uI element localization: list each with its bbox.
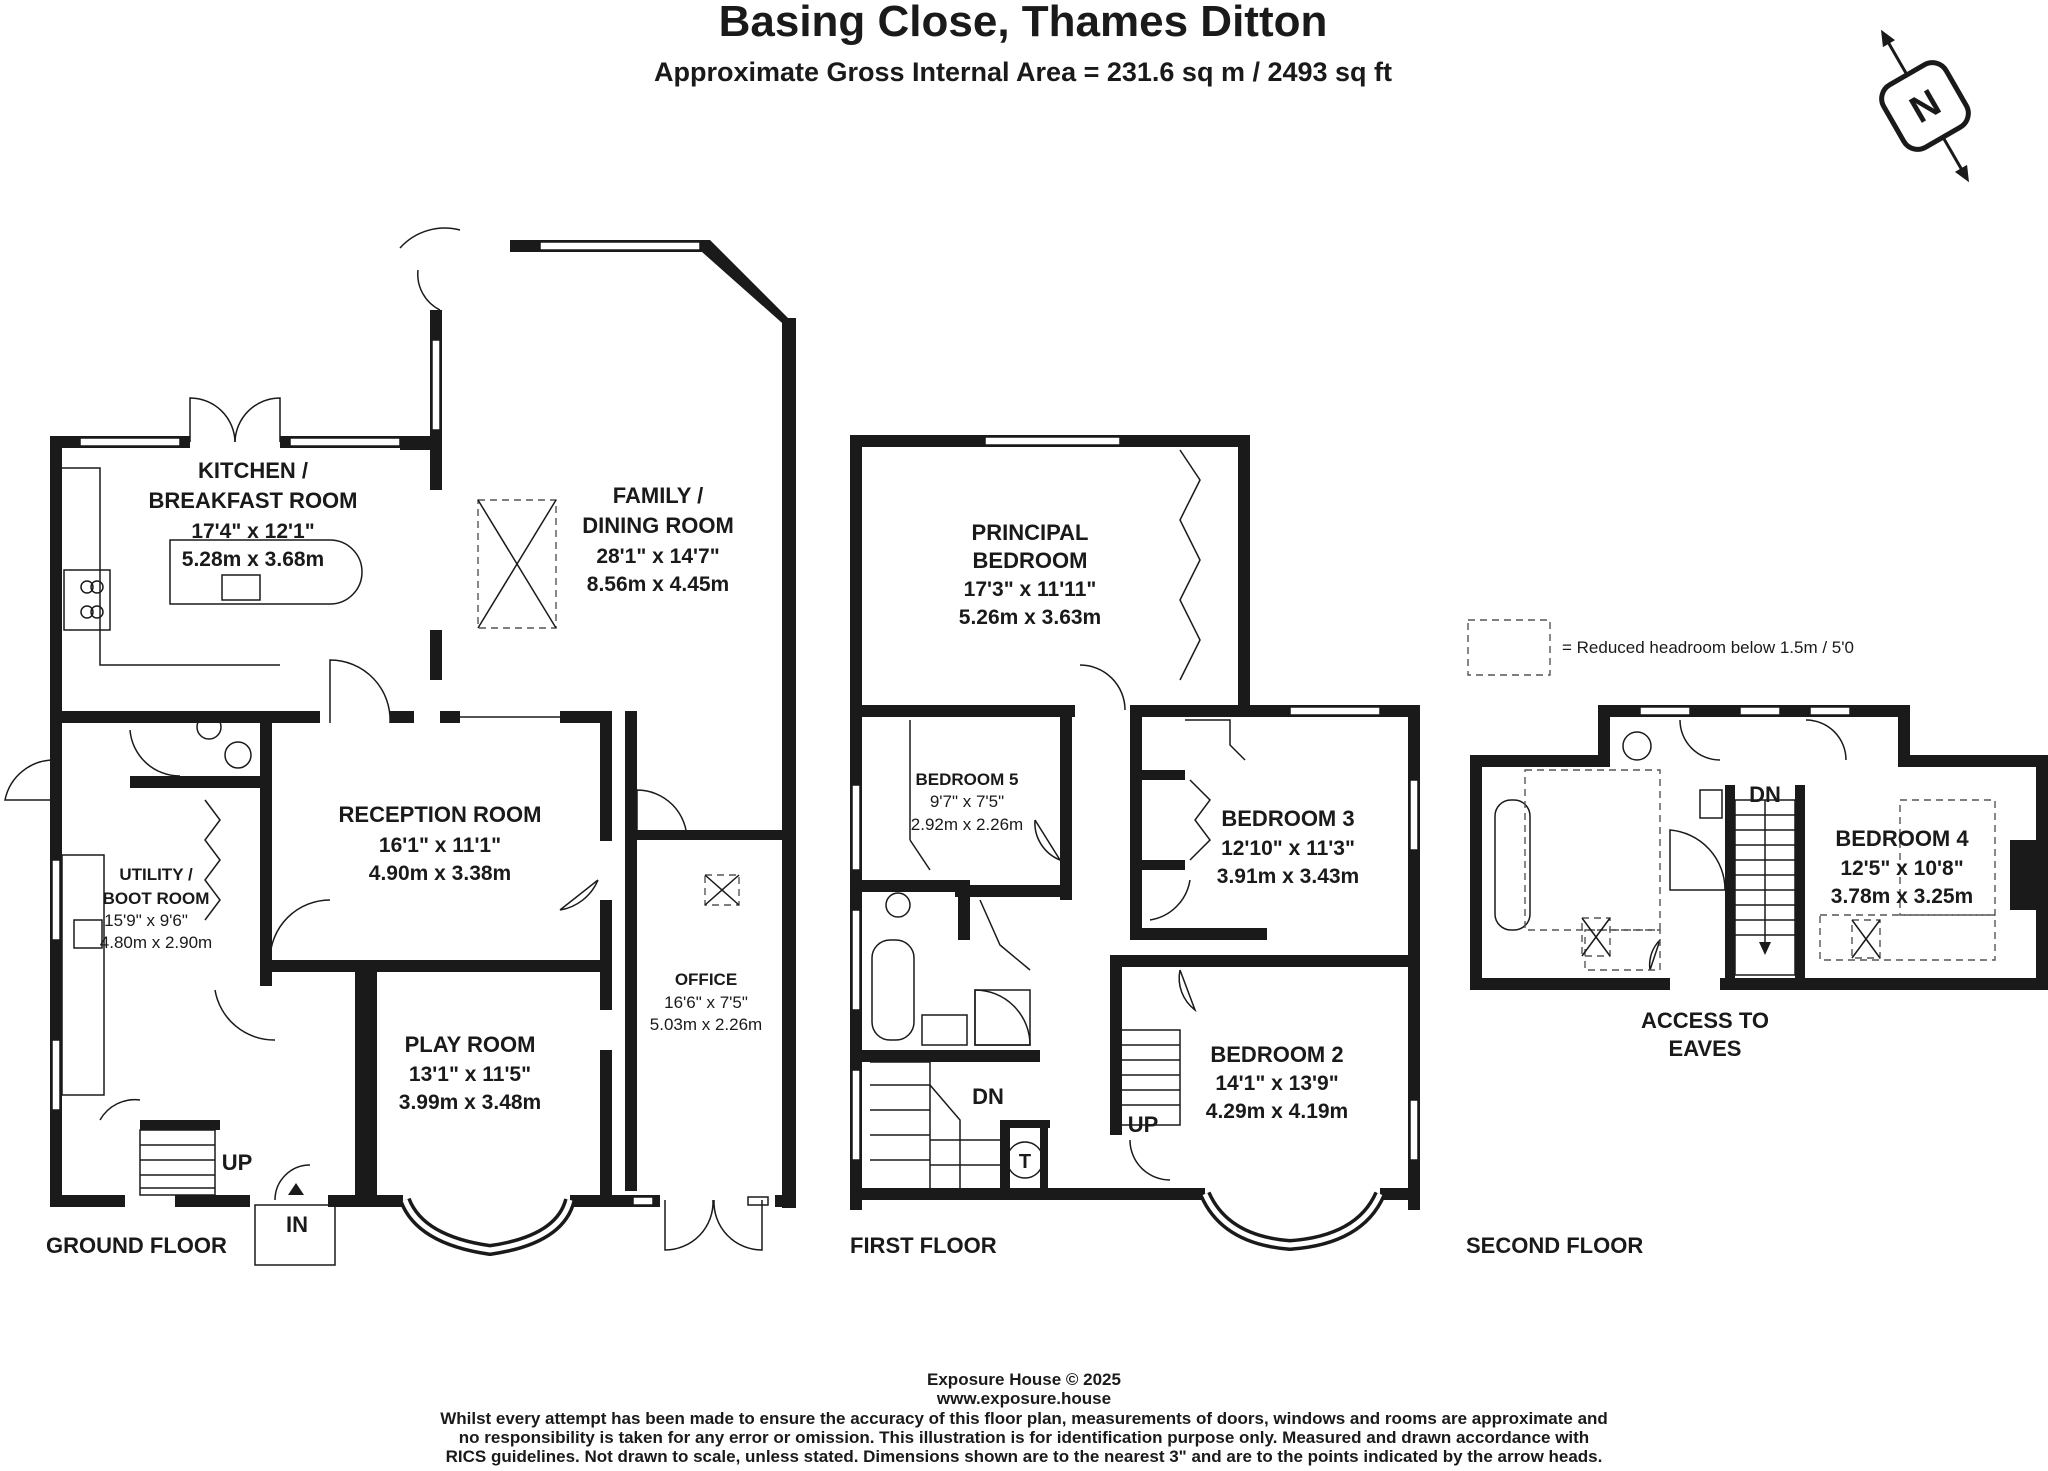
room-name: UTILITY / xyxy=(119,865,193,884)
reduced-headroom-swatch xyxy=(1468,620,1550,675)
ground-floor-label: GROUND FLOOR xyxy=(46,1233,227,1258)
room-dim-metric: 4.90m x 3.38m xyxy=(368,862,512,885)
room-name: BEDROOM 5 xyxy=(915,770,1019,789)
room-reception xyxy=(339,802,542,885)
page-title: Basing Close, Thames Ditton xyxy=(718,0,1328,46)
room-name: BEDROOM 4 xyxy=(1835,826,1969,851)
room-dim-metric: 4.29m x 4.19m xyxy=(1205,1100,1349,1123)
room-family-dining xyxy=(582,483,734,596)
room-dim-imperial: 16'1" x 11'1" xyxy=(378,834,502,857)
room-name: RECEPTION ROOM xyxy=(338,802,542,827)
ground-stairs xyxy=(140,1130,215,1195)
room-dim-metric: 4.80m x 2.90m xyxy=(99,933,213,952)
room-dim-imperial: 17'3" x 11'11" xyxy=(963,578,1097,601)
legend xyxy=(1468,620,1854,675)
room-play xyxy=(399,1032,541,1114)
room-name: PRINCIPAL xyxy=(971,520,1089,545)
disclaimer-line: Whilst every attempt has been made to ensure the accuracy of this floor plan, measurements of doors, windows and rooms are approximate and xyxy=(440,1409,1608,1428)
room-name: OFFICE xyxy=(674,970,738,989)
room-dim-metric: 3.91m x 3.43m xyxy=(1216,865,1360,888)
room-bedroom-4 xyxy=(1831,826,1973,908)
room-name: KITCHEN / xyxy=(198,458,308,483)
room-bedroom-2 xyxy=(1206,1042,1348,1123)
eaves-access-label: ACCESS TO xyxy=(1641,1008,1769,1033)
room-dim-metric: 8.56m x 4.45m xyxy=(586,573,730,596)
room-dim-imperial: 16'6" x 7'5" xyxy=(664,993,748,1012)
room-dim-imperial: 15'9" x 9'6" xyxy=(104,911,188,930)
first-stairs-down xyxy=(870,1062,1000,1190)
room-dim-metric: 3.99m x 3.48m xyxy=(398,1091,542,1114)
disclaimer xyxy=(440,1370,1608,1466)
room-name: BEDROOM xyxy=(972,548,1088,573)
room-kitchen xyxy=(149,458,358,571)
room-dim-imperial: 28'1" x 14'7" xyxy=(596,545,720,568)
room-bedroom-5 xyxy=(911,770,1023,834)
north-arrow-icon xyxy=(1850,12,2000,200)
entrance-label: IN xyxy=(286,1212,308,1237)
room-dim-metric: 5.28m x 3.68m xyxy=(181,548,325,571)
room-dim-imperial: 9'7" x 7'5" xyxy=(929,792,1005,811)
first-stairs-down-label: DN xyxy=(972,1084,1004,1109)
room-dim-imperial: 13'1" x 11'5" xyxy=(408,1063,532,1086)
second-stairs xyxy=(1735,800,1795,975)
room-utility xyxy=(100,865,212,952)
room-dim-metric: 5.26m x 3.63m xyxy=(958,606,1102,629)
room-dim-imperial: 12'5" x 10'8" xyxy=(1840,857,1964,880)
copyright: Exposure House © 2025 xyxy=(927,1370,1121,1389)
legend-text: = Reduced headroom below 1.5m / 5'0 xyxy=(1562,638,1854,657)
eaves-access-label: EAVES xyxy=(1668,1036,1742,1061)
room-office xyxy=(650,970,762,1034)
second-stairs-down-label: DN xyxy=(1749,782,1781,807)
room-name: BOOT ROOM xyxy=(102,889,210,908)
first-floor-label: FIRST FLOOR xyxy=(850,1233,997,1258)
room-dim-imperial: 17'4" x 12'1" xyxy=(191,520,315,543)
tank-label: T xyxy=(1018,1151,1032,1173)
room-name: FAMILY / xyxy=(612,483,704,508)
room-name: BEDROOM 3 xyxy=(1221,806,1355,831)
room-name: DINING ROOM xyxy=(582,513,734,538)
room-name: PLAY ROOM xyxy=(404,1032,536,1057)
reduced-headroom-zone xyxy=(1525,770,1660,930)
first-stairs xyxy=(1120,1030,1180,1125)
room-dim-metric: 2.92m x 2.26m xyxy=(910,815,1024,834)
room-name: BREAKFAST ROOM xyxy=(148,488,358,513)
disclaimer-line: RICS guidelines. Not drawn to scale, unless stated. Dimensions shown are to the nearest 3" and are to the points indicated by the arrow heads. xyxy=(445,1447,1603,1466)
second-floor-label: SECOND FLOOR xyxy=(1466,1233,1644,1258)
room-name: BEDROOM 2 xyxy=(1210,1042,1344,1067)
ground-stairs-up-label: UP xyxy=(221,1150,253,1175)
room-dim-metric: 3.78m x 3.25m xyxy=(1830,885,1974,908)
disclaimer-line: no responsibility is taken for any error or omission. This illustration is for identification purpose only. Measured and drawn accordance with xyxy=(458,1428,1590,1447)
room-bedroom-3 xyxy=(1217,806,1359,888)
website: www.exposure.house xyxy=(936,1389,1112,1408)
room-dim-metric: 5.03m x 2.26m xyxy=(649,1015,763,1034)
room-principal-bedroom xyxy=(959,520,1101,629)
room-dim-imperial: 12'10" x 11'3" xyxy=(1221,837,1355,860)
room-dim-imperial: 14'1" x 13'9" xyxy=(1215,1072,1339,1095)
first-stairs-up-label: UP xyxy=(1127,1112,1159,1137)
north-letter: N xyxy=(1903,81,1948,132)
area-subtitle: Approximate Gross Internal Area = 231.6 sq m / 2493 sq ft xyxy=(653,57,1393,87)
